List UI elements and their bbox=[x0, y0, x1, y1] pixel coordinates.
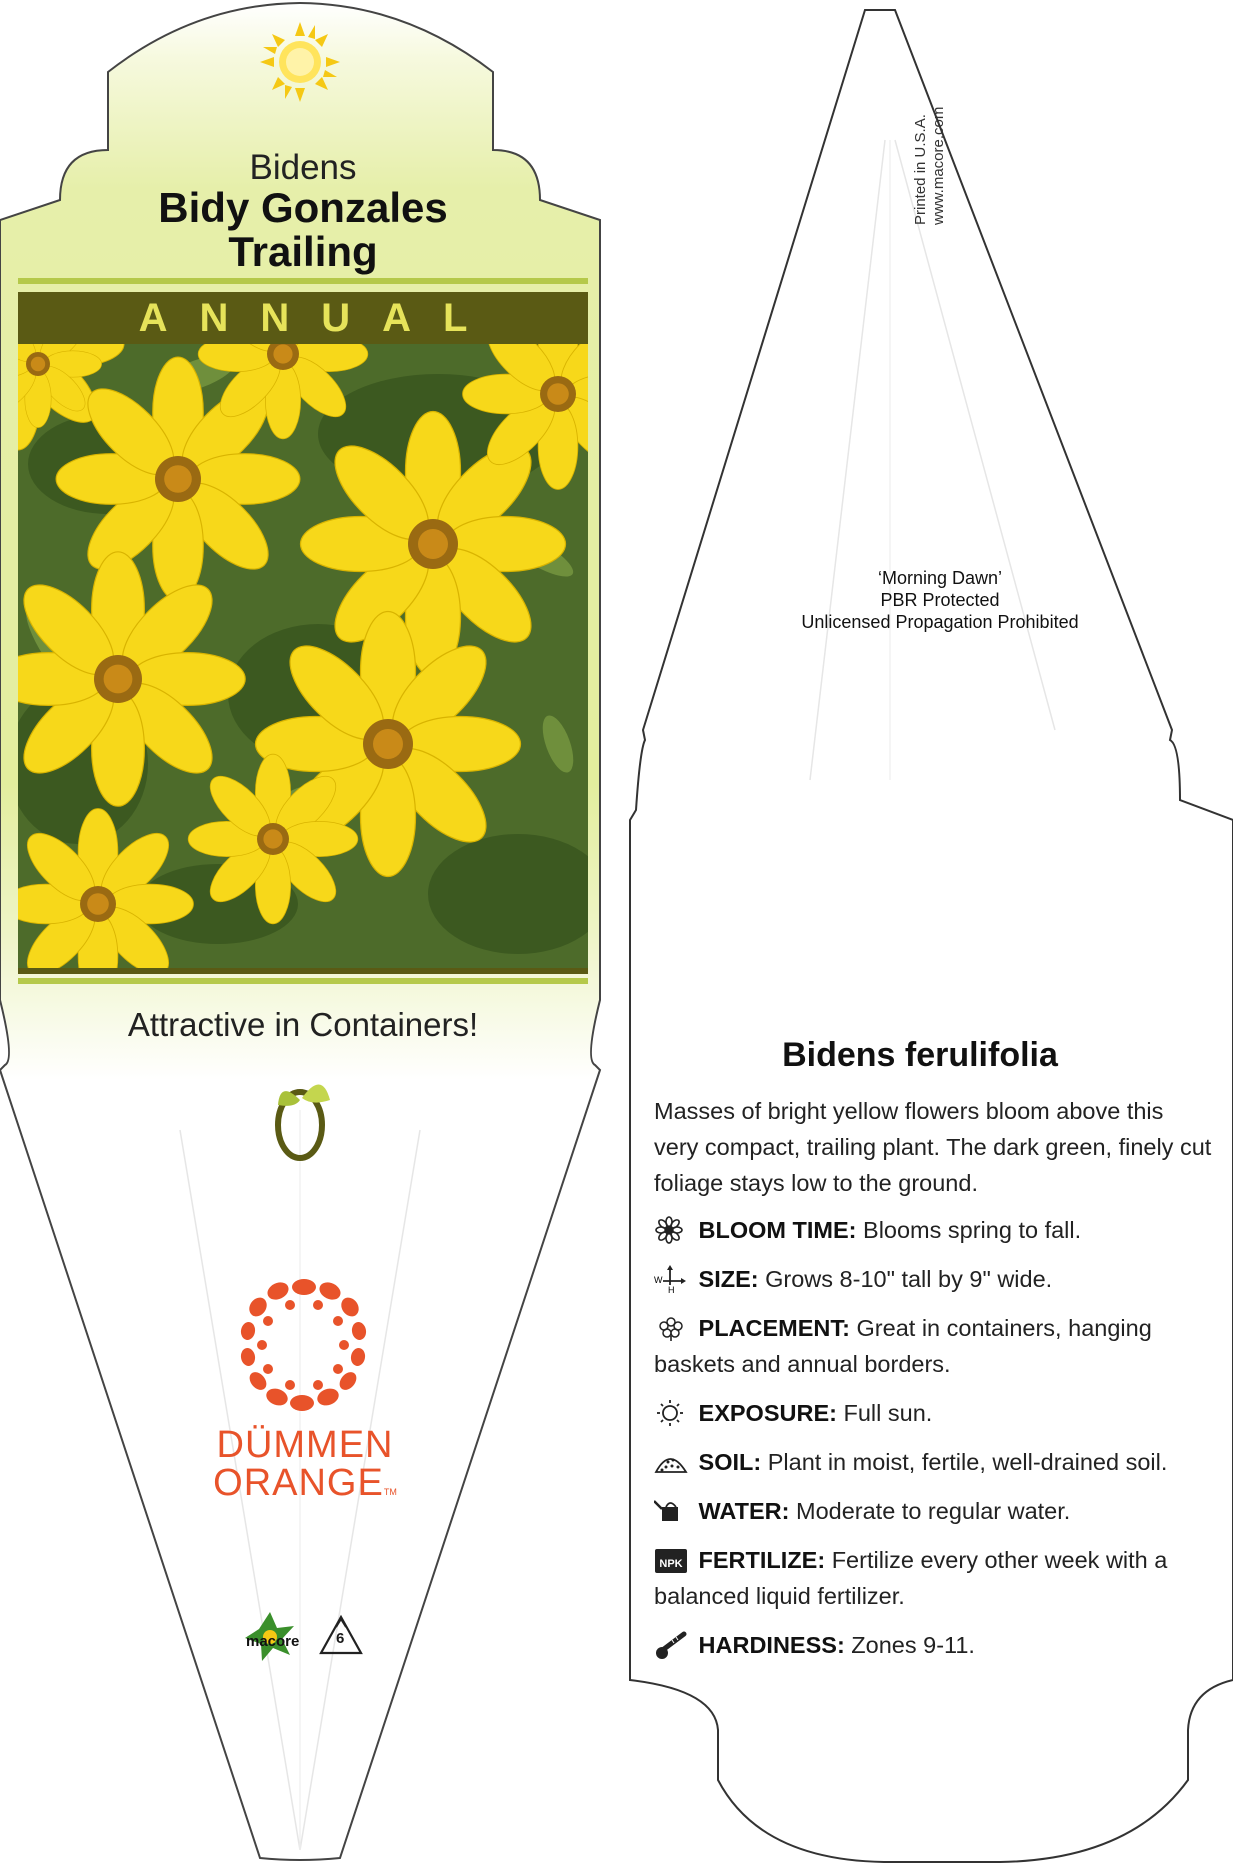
care-row-bloom bbox=[654, 1212, 1224, 1248]
care-row-water bbox=[654, 1493, 1224, 1529]
placement-text: Great in containers, hanging baskets and annual borders. bbox=[654, 1315, 1152, 1377]
category-banner: ANNUAL bbox=[18, 292, 588, 344]
water-text: Moderate to regular water. bbox=[796, 1498, 1071, 1524]
printed-in: Printed in U.S.A. bbox=[912, 114, 929, 225]
exposure-text: Full sun. bbox=[843, 1400, 933, 1426]
genus-label: Bidens bbox=[249, 148, 357, 187]
hardiness-label: HARDINESS: bbox=[698, 1632, 845, 1658]
care-row-fertilize bbox=[654, 1542, 1224, 1614]
thermometer-icon bbox=[654, 1631, 692, 1659]
water-label: WATER: bbox=[698, 1498, 790, 1524]
care-instructions bbox=[654, 1212, 1224, 1676]
trademark-mark: TM bbox=[383, 1487, 397, 1497]
flower-photo bbox=[18, 344, 588, 968]
bloom-label: BLOOM TIME: bbox=[698, 1217, 857, 1243]
size-icon bbox=[654, 1265, 692, 1293]
sun-logo-icon bbox=[260, 22, 340, 102]
print-info bbox=[912, 107, 948, 225]
variety-title bbox=[18, 186, 588, 274]
plant-description: Masses of bright yellow flowers bloom above this very compact, trailing plant. The dark green, finely cut foliage stays low to the ground. bbox=[654, 1098, 1212, 1196]
bloom-text: Blooms spring to fall. bbox=[863, 1217, 1082, 1243]
watering-can-icon bbox=[654, 1497, 692, 1525]
placement-label: PLACEMENT: bbox=[698, 1315, 850, 1341]
legal-notice bbox=[700, 567, 1180, 633]
propagation-note: Unlicensed Propagation Prohibited bbox=[801, 612, 1079, 632]
care-row-size bbox=[654, 1261, 1224, 1297]
brand-line-1: DÜMMEN bbox=[216, 1424, 394, 1466]
npk-label: NPK bbox=[659, 1558, 683, 1570]
pbr-note: PBR Protected bbox=[880, 590, 1000, 610]
soil-text: Plant in moist, fertile, well-drained soil. bbox=[767, 1449, 1168, 1475]
soil-label: SOIL: bbox=[698, 1449, 762, 1475]
brand-wordmark bbox=[205, 1426, 405, 1511]
size-text: Grows 8-10" tall by 9" wide. bbox=[765, 1266, 1053, 1292]
variety-line-1: Bidy Gonzales bbox=[158, 184, 448, 231]
fertilize-label: FERTILIZE: bbox=[698, 1547, 826, 1573]
tagline: Attractive in Containers! bbox=[127, 1006, 479, 1043]
hardiness-text: Zones 9-11. bbox=[851, 1632, 975, 1658]
size-w-letter: W bbox=[654, 1275, 663, 1285]
fertilizer-icon bbox=[654, 1546, 692, 1574]
care-row-soil bbox=[654, 1444, 1224, 1480]
bidens-flowers-illustration bbox=[18, 344, 588, 968]
placement-icon bbox=[654, 1314, 692, 1342]
sun-icon bbox=[654, 1399, 692, 1427]
size-label: SIZE: bbox=[698, 1266, 759, 1292]
size-h-letter: H bbox=[668, 1285, 675, 1293]
exposure-label: EXPOSURE: bbox=[698, 1400, 837, 1426]
brand-line-2-text: ORANGE bbox=[213, 1462, 384, 1504]
macore-label: macore bbox=[246, 1633, 300, 1650]
soil-icon bbox=[654, 1448, 692, 1476]
fertilize-text: Fertilize every other week with a balanced liquid fertilizer. bbox=[654, 1547, 1168, 1609]
care-row-placement bbox=[654, 1310, 1224, 1382]
website: www.macore.com bbox=[930, 106, 947, 225]
care-row-hardiness bbox=[654, 1627, 1224, 1663]
care-row-exposure bbox=[654, 1395, 1224, 1431]
cultivar-name: ‘Morning Dawn’ bbox=[877, 568, 1003, 588]
recycle-code: 6 bbox=[336, 1630, 345, 1647]
variety-line-2: Trailing bbox=[228, 228, 378, 275]
flower-icon bbox=[654, 1216, 692, 1244]
brand-line-2 bbox=[205, 1464, 405, 1511]
scientific-name: Bidens ferulifolia bbox=[782, 1036, 1058, 1074]
